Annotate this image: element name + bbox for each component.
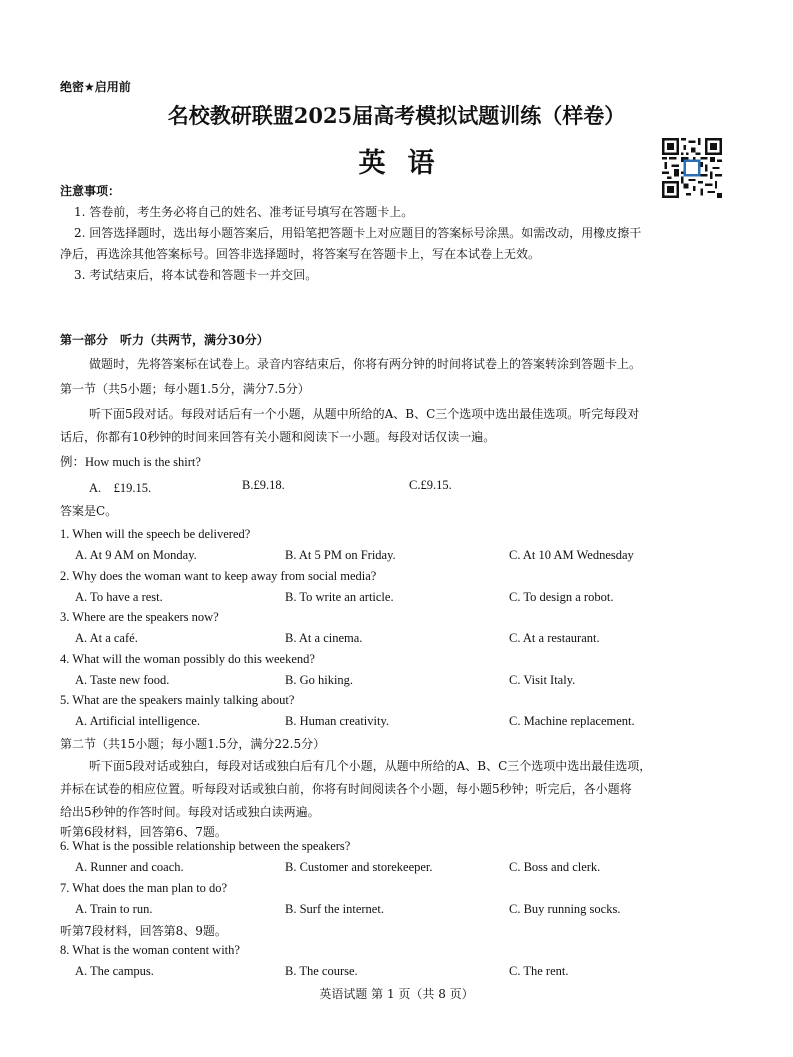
material-6-heading: 听第6段材料，回答第6、7题。 bbox=[60, 825, 227, 839]
q5-option-a: A. Artificial intelligence. bbox=[75, 714, 200, 728]
q1-option-c: C. At 10 AM Wednesday bbox=[509, 548, 634, 562]
material-7-heading: 听第7段材料，回答第8、9题。 bbox=[60, 924, 227, 938]
section1-intro-1: 听下面5段对话。每段对话后有一个小题，从题中所给的A、B、C三个选项中选出最佳选项。听完每段对 bbox=[89, 407, 640, 421]
q7-option-b: B. Surf the internet. bbox=[285, 902, 384, 916]
section2-heading: 第二节（共15小题；每小题1.5分，满分22.5分） bbox=[60, 737, 326, 751]
q5-option-b: B. Human creativity. bbox=[285, 714, 390, 728]
notice-item-2-cont: 净后，再选涂其他答案标号。回答非选择题时，将答案写在答题卡上，写在本试卷上无效。 bbox=[60, 247, 541, 261]
section1-heading: 第一节（共5小题；每小题1.5分，满分7.5分） bbox=[60, 382, 310, 396]
question-6: 6. What is the possible relationship between the speakers? bbox=[60, 839, 351, 853]
section2-intro-2: 并标在试卷的相应位置。听每段对话或独白前，你将有时间阅读各个小题，每小题5秒钟；听完后，各小题将 bbox=[60, 782, 632, 796]
question-4: 4. What will the woman possibly do this weekend? bbox=[60, 652, 315, 666]
question-3: 3. Where are the speakers now? bbox=[60, 610, 219, 624]
q1-option-a: A. At 9 AM on Monday. bbox=[75, 548, 197, 562]
q7-option-a: A. Train to run. bbox=[75, 902, 153, 916]
question-5: 5. What are the speakers mainly talking about? bbox=[60, 693, 295, 707]
q6-option-b: B. Customer and storekeeper. bbox=[285, 860, 433, 874]
exam-title: 名校教研联盟2025届高考模拟试题训练（样卷） bbox=[167, 103, 626, 128]
question-1: 1. When will the speech be delivered? bbox=[60, 527, 251, 541]
notice-item-2: 2. 回答选择题时，选出每小题答案后，用铅笔把答题卡上对应题目的答案标号涂黑。如需改动，用橡皮擦干 bbox=[74, 226, 642, 240]
q4-option-c: C. Visit Italy. bbox=[509, 673, 576, 687]
q4-option-b: B. Go hiking. bbox=[285, 673, 354, 687]
example-option-a: A. £19.15. bbox=[89, 481, 152, 495]
q3-option-b: B. At a cinema. bbox=[285, 631, 363, 645]
q3-option-a: A. At a café. bbox=[75, 631, 138, 645]
part1-heading: 第一部分 听力（共两节，满分30分） bbox=[60, 333, 269, 347]
q8-option-c: C. The rent. bbox=[509, 964, 569, 978]
section1-intro-2: 话后，你都有10秒钟的时间来回答有关小题和阅读下一小题。每段对话仅读一遍。 bbox=[60, 430, 496, 444]
q8-option-b: B. The course. bbox=[285, 964, 358, 978]
q5-option-c: C. Machine replacement. bbox=[509, 714, 635, 728]
q6-option-a: A. Runner and coach. bbox=[75, 860, 184, 874]
q1-option-b: B. At 5 PM on Friday. bbox=[285, 548, 396, 562]
page-footer: 英语试题 第 1 页（共 8 页） bbox=[319, 987, 474, 1001]
q2-option-a: A. To have a rest. bbox=[75, 590, 163, 604]
example-answer: 答案是C。 bbox=[60, 504, 118, 518]
q2-option-c: C. To design a robot. bbox=[509, 590, 614, 604]
part1-intro: 做题时，先将答案标在试卷上。录音内容结束后，你将有两分钟的时间将试卷上的答案转涂到答题卡上。 bbox=[89, 357, 642, 371]
q6-option-c: C. Boss and clerk. bbox=[509, 860, 601, 874]
question-7: 7. What does the man plan to do? bbox=[60, 881, 228, 895]
q4-option-a: A. Taste new food. bbox=[75, 673, 170, 687]
q3-option-c: C. At a restaurant. bbox=[509, 631, 600, 645]
notice-item-1: 1. 答卷前，考生务必将自己的姓名、准考证号填写在答题卡上。 bbox=[74, 205, 414, 219]
confidential-label: 绝密★启用前 bbox=[60, 80, 131, 94]
example-option-b: B.£9.18. bbox=[242, 478, 285, 492]
qr-code-icon bbox=[662, 138, 722, 198]
q7-option-c: C. Buy running socks. bbox=[509, 902, 621, 916]
example-option-c: C.£9.15. bbox=[409, 478, 452, 492]
q8-option-a: A. The campus. bbox=[75, 964, 154, 978]
subject-title: 英语 bbox=[358, 148, 457, 179]
question-8: 8. What is the woman content with? bbox=[60, 943, 240, 957]
section2-intro-1: 听下面5段对话或独白，每段对话或独白后有几个小题，从题中所给的A、B、C三个选项中选出最佳选项， bbox=[89, 759, 652, 773]
section2-intro-3: 给出5秒钟的作答时间。每段对话或独白读两遍。 bbox=[60, 805, 320, 819]
question-2: 2. Why does the woman want to keep away from social media? bbox=[60, 569, 377, 583]
notice-item-3: 3. 考试结束后，将本试卷和答题卡一并交回。 bbox=[74, 268, 318, 282]
notice-heading: 注意事项： bbox=[60, 184, 121, 198]
example-question: 例：How much is the shirt? bbox=[60, 455, 201, 469]
q2-option-b: B. To write an article. bbox=[285, 590, 394, 604]
